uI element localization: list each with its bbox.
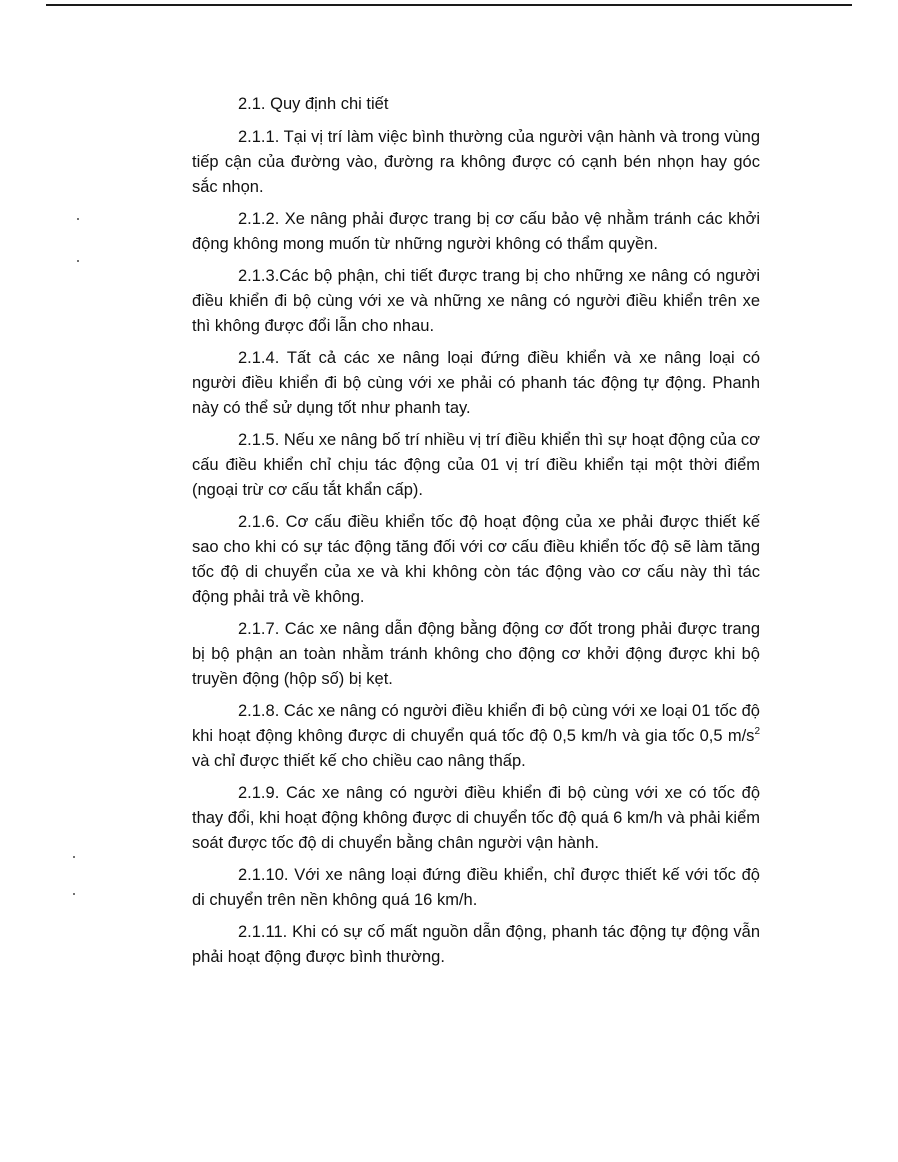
paragraph-2-1-3: 2.1.3.Các bộ phận, chi tiết được trang bị cho những xe nâng có người điều khiển đi bộ cùng với xe và những xe nâng có người điều khiển trên xe thì không được đổi lẫn cho nhau. (192, 267, 760, 335)
paragraph-2-1-5: 2.1.5. Nếu xe nâng bố trí nhiều vị trí điều khiển thì sự hoạt động của cơ cấu điều khiển chỉ chịu tác động của 01 vị trí điều khiển tại một thời điểm (ngoại trừ cơ cấu tắt khẩn cấp). (192, 431, 760, 499)
paragraph-2-1-11: 2.1.11. Khi có sự cố mất nguồn dẫn động, phanh tác động tự động vẫn phải hoạt động được bình thường. (192, 923, 760, 966)
document-body (192, 92, 760, 977)
superscript-exponent: 2 (754, 725, 760, 737)
paragraph-2-1-1: 2.1.1. Tại vị trí làm việc bình thường của người vận hành và trong vùng tiếp cận của đường vào, đường ra không được có cạnh bén nhọn hay góc sắc nhọn. (192, 128, 760, 196)
paragraph-2-1-2: 2.1.2. Xe nâng phải được trang bị cơ cấu bảo vệ nhằm tránh các khởi động không mong muốn từ những người không có thẩm quyền. (192, 210, 760, 253)
scan-speck (77, 218, 79, 220)
paragraph-2-1-8-text: 2.1.8. Các xe nâng có người điều khiển đi bộ cùng với xe loại 01 tốc độ khi hoạt động không được di chuyển quá tốc độ 0,5 km/h và gia tốc 0,5 m/s (192, 702, 760, 745)
scan-speck (77, 260, 79, 262)
paragraph-2-1-8-tail: và chỉ được thiết kế cho chiều cao nâng thấp. (192, 752, 526, 770)
paragraph-2-1-7: 2.1.7. Các xe nâng dẫn động bằng động cơ đốt trong phải được trang bị bộ phận an toàn nhằm tránh không cho động cơ khởi động được khi bộ truyền động (hộp số) bị kẹt. (192, 620, 760, 688)
top-border-line (46, 4, 852, 6)
paragraph-2-1-8 (192, 699, 760, 774)
paragraph-2-1-10: 2.1.10. Với xe nâng loại đứng điều khiển, chỉ được thiết kế với tốc độ di chuyển trên nền không quá 16 km/h. (192, 866, 760, 909)
section-heading: 2.1. Quy định chi tiết (238, 95, 389, 113)
scan-speck (73, 893, 75, 895)
paragraph-2-1-6: 2.1.6. Cơ cấu điều khiển tốc độ hoạt động của xe phải được thiết kế sao cho khi có sự tác động tăng đối với cơ cấu điều khiển tốc độ sẽ làm tăng tốc độ di chuyển của xe và khi không còn tác động vào cơ cấu này thì tác động phải trả về không. (192, 513, 760, 606)
scan-speck (73, 856, 75, 858)
paragraph-2-1-4: 2.1.4. Tất cả các xe nâng loại đứng điều khiển và xe nâng loại có người điều khiển đi bộ cùng với xe phải có phanh tác động tự động. Phanh này có thể sử dụng tốt như phanh tay. (192, 349, 760, 417)
paragraph-2-1-9: 2.1.9. Các xe nâng có người điều khiển đi bộ cùng với xe có tốc độ thay đổi, khi hoạt động không được di chuyển tốc độ quá 6 km/h và phải kiểm soát được tốc độ di chuyển bằng chân người vận hành. (192, 784, 760, 852)
